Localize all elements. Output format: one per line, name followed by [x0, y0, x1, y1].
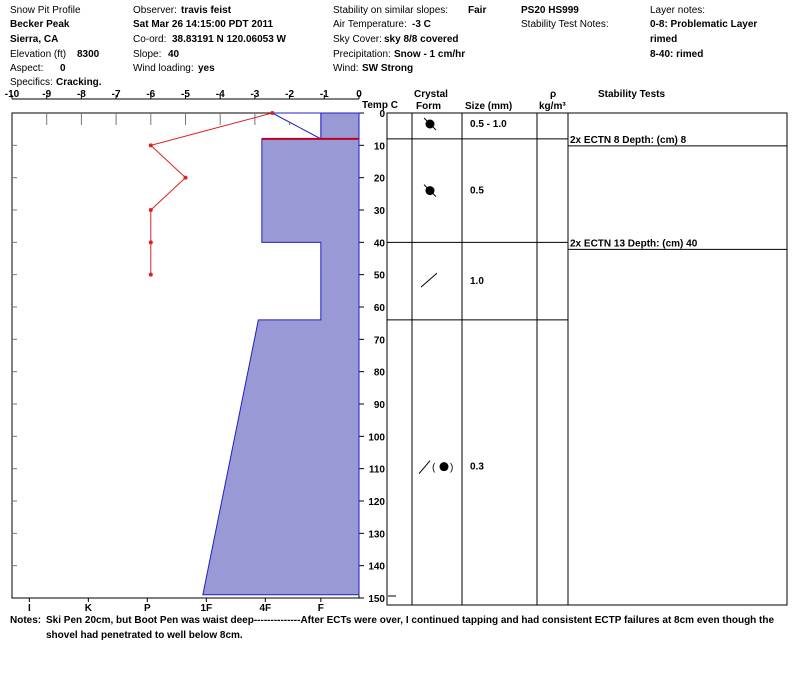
- depth-tick-label: 20: [373, 173, 385, 185]
- layer-table-frame: [387, 113, 787, 605]
- stability-test-label: 2x ECTN 8 Depth: (cm) 8: [570, 134, 687, 146]
- wind-value: SW Strong: [362, 63, 414, 74]
- column-header-size: Size (mm): [465, 101, 513, 112]
- coord-label: Co-ord:: [133, 34, 167, 45]
- wind-loading-value: yes: [198, 63, 215, 74]
- column-header-rho: ρ: [550, 89, 557, 100]
- location: Becker Peak: [10, 19, 70, 30]
- slope-value: 40: [168, 49, 180, 60]
- temp-tick-label: -6: [146, 89, 156, 100]
- precipitation-label: Precipitation:: [333, 49, 391, 60]
- stability-test-notes-label: Stability Test Notes:: [521, 19, 609, 30]
- aspect-label: Aspect:: [10, 63, 44, 74]
- depth-tick-label: 50: [373, 270, 385, 282]
- temp-tick-label: -10: [4, 89, 20, 100]
- depth-tick-label: 80: [373, 367, 385, 379]
- wind-loading-label: Wind loading:: [133, 63, 194, 74]
- depth-tick-label: 130: [368, 529, 385, 541]
- hardness-tick-label: 4F: [259, 603, 272, 614]
- depth-tick-label: 30: [373, 206, 385, 217]
- temperature-point: [149, 240, 153, 244]
- observation-datetime: Sat Mar 26 14:15:00 PDT 2011: [133, 19, 274, 30]
- temperature-point: [270, 111, 274, 115]
- pit-profile-title: Snow Pit Profile: [10, 5, 81, 16]
- temp-tick-label: -8: [76, 89, 86, 100]
- notes-label: Notes:: [10, 615, 42, 626]
- crystal-size: 0.5: [470, 185, 484, 197]
- hardness-tick-label: P: [143, 603, 151, 614]
- temperature-profile: [149, 111, 274, 277]
- column-header-stability: Stability Tests: [598, 89, 666, 100]
- stability-label: Stability on similar slopes:: [333, 5, 449, 16]
- notes-line-2: shovel had penetrated to well below 8cm.: [46, 630, 243, 641]
- layer-note: 0-8: Problematic Layer: [650, 19, 758, 30]
- elevation-value: 8300: [77, 49, 100, 60]
- specifics-label: Specifics:: [10, 77, 53, 88]
- region: Sierra, CA: [10, 34, 59, 45]
- depth-tick-label: 40: [373, 238, 385, 250]
- depth-tick-label: 120: [368, 497, 385, 508]
- temp-tick-label: -5: [181, 89, 190, 100]
- column-header-crystal: Crystal: [414, 89, 448, 100]
- depth-tick-label: 140: [368, 561, 385, 573]
- temp-axis-label: Temp C: [362, 100, 398, 111]
- crystal-size: 1.0: [470, 276, 484, 288]
- stability-value: Fair: [468, 5, 487, 16]
- layer-note: 8-40: rimed: [650, 49, 704, 60]
- precipitation-value: Snow - 1 cm/hr: [394, 49, 466, 60]
- temperature-point: [184, 176, 188, 180]
- depth-tick-label: 60: [373, 303, 385, 314]
- temp-tick-label: -9: [42, 89, 52, 100]
- elevation-label: Elevation (ft): [10, 49, 67, 60]
- hardness-tick-label: I: [27, 603, 31, 614]
- stability-test-label: 2x ECTN 13 Depth: (cm) 40: [570, 238, 698, 250]
- depth-tick-label: 10: [373, 141, 385, 153]
- layer-table: [387, 113, 787, 605]
- notes-line-1: Ski Pen 20cm, but Boot Pen was waist deep--------------After ECTs were over, I continued tapping and had consistent ECTP failures at 8cm even though the: [46, 615, 775, 626]
- crystal-size: 0.3: [470, 461, 484, 473]
- column-header-form: Form: [416, 101, 441, 112]
- graupel-symbol: [440, 462, 449, 471]
- depth-tick-label: 90: [373, 400, 385, 411]
- sky-cover-value: sky 8/8 covered: [384, 34, 459, 45]
- temp-tick-label: -3: [250, 89, 260, 100]
- temp-tick-label: -7: [111, 89, 121, 100]
- layer-notes-label: Layer notes:: [650, 5, 706, 16]
- temp-tick-label: -1: [319, 89, 329, 100]
- specifics-value: Cracking.: [56, 77, 102, 88]
- hardness-surface-notch: [272, 113, 321, 139]
- temp-tick-label: 0: [356, 89, 362, 100]
- hardness-profile: [203, 113, 359, 595]
- aspect-value: 0: [60, 63, 66, 74]
- precipitation-particles-symbol: [419, 461, 430, 474]
- wind-label: Wind:: [333, 63, 359, 74]
- depth-tick-label: 0: [379, 109, 385, 120]
- hardness-area: [203, 113, 359, 595]
- slope-label: Slope:: [133, 49, 162, 60]
- depth-tick-label: 100: [368, 432, 385, 444]
- coord-value: 38.83191 N 120.06053 W: [172, 34, 286, 45]
- temperature-line: [151, 113, 272, 275]
- ps-value: PS20 HS999: [521, 5, 579, 16]
- temp-tick-label: -4: [215, 89, 225, 100]
- temperature-point: [149, 273, 153, 277]
- air-temp-value: -3 C: [412, 19, 431, 30]
- column-header-rho-unit: kg/m³: [539, 101, 566, 112]
- air-temp-label: Air Temperature:: [333, 19, 407, 30]
- depth-tick-label: 70: [373, 335, 385, 347]
- graupel-bracket-right: ): [450, 462, 454, 474]
- crystal-size: 0.5 - 1.0: [470, 119, 507, 130]
- observer-label: Observer:: [133, 5, 177, 16]
- depth-tick-label: 150: [368, 594, 385, 605]
- hardness-tick-label: 1F: [200, 603, 213, 614]
- temp-tick-label: -2: [285, 89, 295, 100]
- layer-note: rimed: [650, 34, 678, 45]
- temperature-point: [149, 208, 153, 212]
- observer-value: travis feist: [181, 5, 232, 16]
- temperature-point: [149, 143, 153, 147]
- hardness-tick-label: K: [84, 603, 92, 614]
- graupel-bracket-left: (: [432, 462, 436, 474]
- hardness-tick-label: F: [317, 603, 324, 614]
- depth-tick-label: 110: [368, 464, 385, 476]
- precipitation-particles-symbol: [421, 273, 437, 287]
- sky-cover-label: Sky Cover:: [333, 34, 382, 45]
